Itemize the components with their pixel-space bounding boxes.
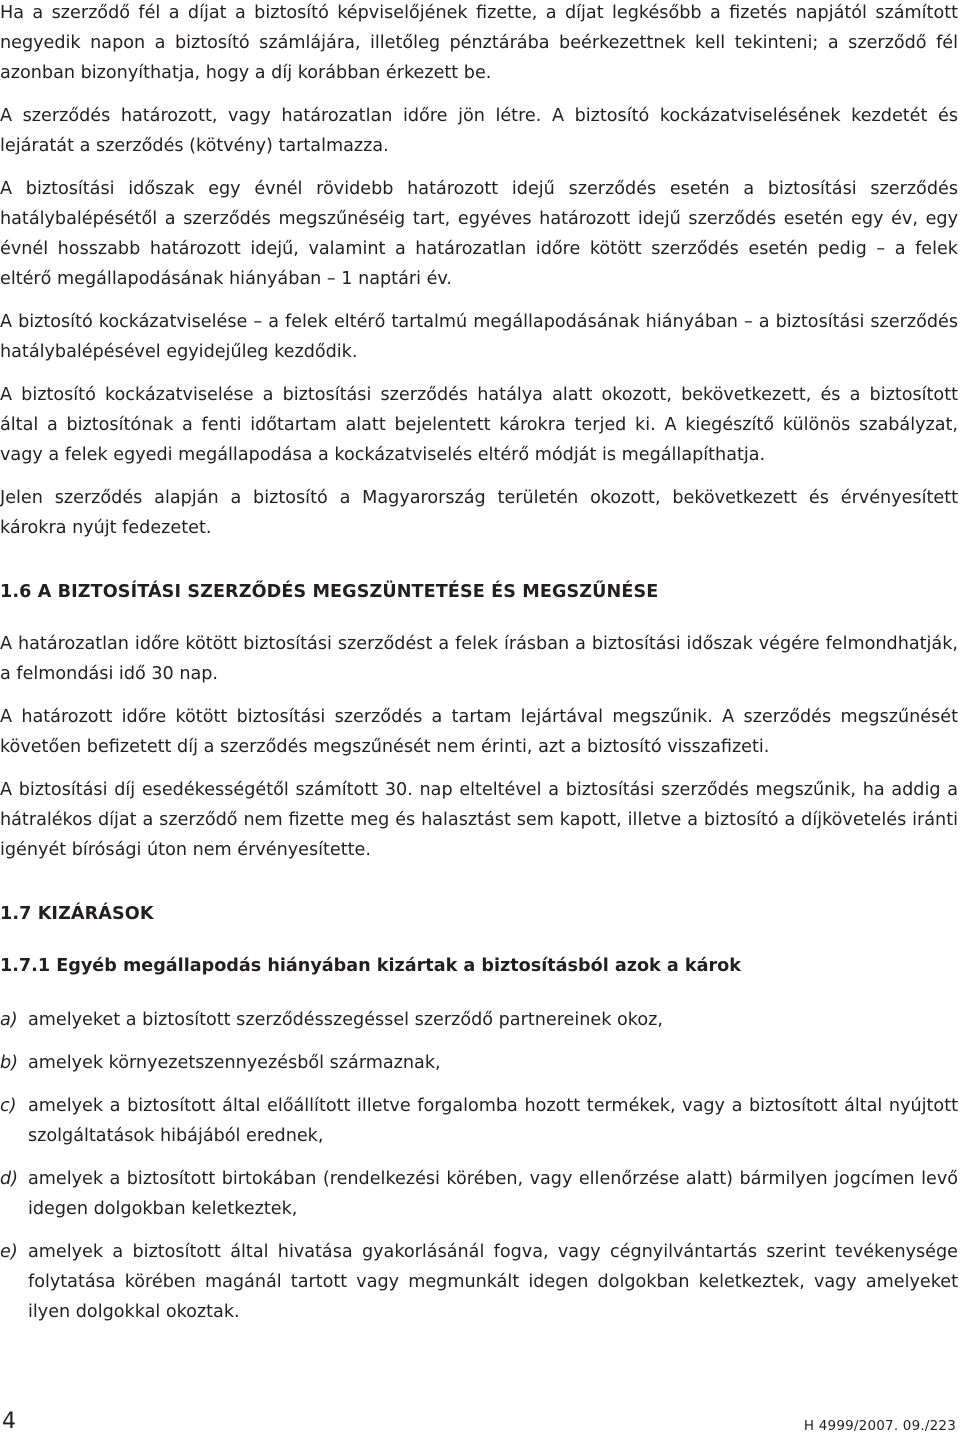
exclusion-text: amelyeket a biztosított szerződésszegéssel szerződő partnereinek okoz,: [28, 1010, 663, 1030]
list-marker: e): [0, 1242, 18, 1262]
exclusion-text: amelyek a biztosított birtokában (rendelkezési körében, vagy ellenőrzése alatt) bármilyen jogcímen levő idegen dolgokban keletkeztek,: [28, 1169, 958, 1219]
list-marker: a): [0, 1010, 18, 1030]
exclusion-text: amelyek a biztosított által hivatása gyakorlásánál fogva, vagy cégnyilvántartás szerint tevékenysége folytatása körében magánál tartott vagy megmunkált idegen dolgokban keletkeztek, vagy amelyeket ilyen dolgokkal okoztak.: [28, 1242, 958, 1322]
list-marker: b): [0, 1053, 19, 1073]
paragraph-territorial-scope: Jelen szerződés alapján a biztosító a Magyarország területén okozott, bekövetkezett és érvényesített károkra nyújt fedezetet.: [0, 488, 958, 538]
paragraph-risk-coverage: A biztosító kockázatviselése a biztosítási szerződés hatálya alatt okozott, bekövetkezett, és a biztosított által a biztosítónak a fenti időtartam alatt bejelentett károkra terjed ki. A kiegészítő különös szabályzat, vagy a felek egyedi megállapodása a kockázatviselés eltérő módját is megállapíthatja.: [0, 385, 958, 465]
section-heading-exclusions: 1.7 KIZÁRÁSOK: [0, 904, 154, 924]
page-number: 4: [2, 1409, 16, 1434]
paragraph-insurance-period: A biztosítási időszak egy évnél rövidebb határozott idejű szerződés esetén a biztosítási szerződés hatálybalépésétől a szerződés megszűnéséig tart, egyéves határozott idejű szerződés esetén egy év, egy évnél hosszabb határozott idejű, valamint a határozatlan időre kötött szerződés esetén pedig – a felek eltérő megállapodásának hiányában – 1 naptári év.: [0, 179, 958, 289]
exclusion-item-a: [0, 1005, 958, 1035]
exclusion-item-d: [0, 1164, 958, 1224]
exclusion-item-e: [0, 1237, 958, 1327]
paragraph-risk-start: A biztosító kockázatviselése – a felek eltérő tartalmú megállapodásának hiányában – a biztosítási szerződés hatálybalépésével egyidejűleg kezdődik.: [0, 312, 958, 362]
exclusion-text: amelyek a biztosított által előállított illetve forgalomba hozott termékek, vagy a biztosított által nyújtott szolgáltatások hibájából erednek,: [28, 1096, 958, 1146]
exclusion-item-c: [0, 1091, 958, 1151]
paragraph-nonpayment-termination: A biztosítási díj esedékességétől számított 30. nap elteltével a biztosítási szerződés megszűnik, ha addig a hátralékos díjat a szerződő nem fizette meg és halasztást sem kapott, illetve a biztosító a díjkövetelés iránti igényét bírósági úton nem érvényesítette.: [0, 780, 958, 860]
list-marker: d): [0, 1169, 19, 1189]
exclusion-item-b: [0, 1048, 958, 1078]
subsection-heading-other-exclusions: 1.7.1 Egyéb megállapodás hiányában kizártak a biztosításból azok a károk: [0, 956, 741, 976]
paragraph-indefinite-termination: A határozatlan időre kötött biztosítási szerződést a felek írásban a biztosítási időszak végére felmondhatják, a felmondási idő 30 nap.: [0, 634, 958, 684]
page-footer: [0, 1409, 960, 1439]
paragraph-contract-term: A szerződés határozott, vagy határozatlan időre jön létre. A biztosító kockázatviselésének kezdetét és lejáratát a szerződés (kötvény) tartalmazza.: [0, 106, 958, 156]
list-marker: c): [0, 1096, 17, 1116]
section-heading-termination: 1.6 A BIZTOSÍTÁSI SZERZŐDÉS MEGSZÜNTETÉSE ÉS MEGSZŰNÉSE: [0, 582, 659, 602]
exclusion-text: amelyek környezetszennyezésből származnak,: [28, 1053, 441, 1073]
paragraph-premium-payment: Ha a szerződő fél a díjat a biztosító képviselőjének fizette, a díjat legkésőbb a fizetés napjától számított negyedik napon a biztosító számlájára, illetőleg pénztárába beérkezettnek kell tekinteni; a szerződő fél azonban bizonyíthatja, hogy a díj korábban érkezett be.: [0, 3, 958, 83]
exclusions-list: [0, 1005, 958, 1327]
paragraph-fixed-term-expiry: A határozott időre kötött biztosítási szerződés a tartam lejártával megszűnik. A szerződés megszűnését követően befizetett díj a szerződés megszűnését nem érinti, azt a biztosító visszafizeti.: [0, 707, 958, 757]
document-reference: H 4999/2007. 09./223: [803, 1418, 956, 1434]
